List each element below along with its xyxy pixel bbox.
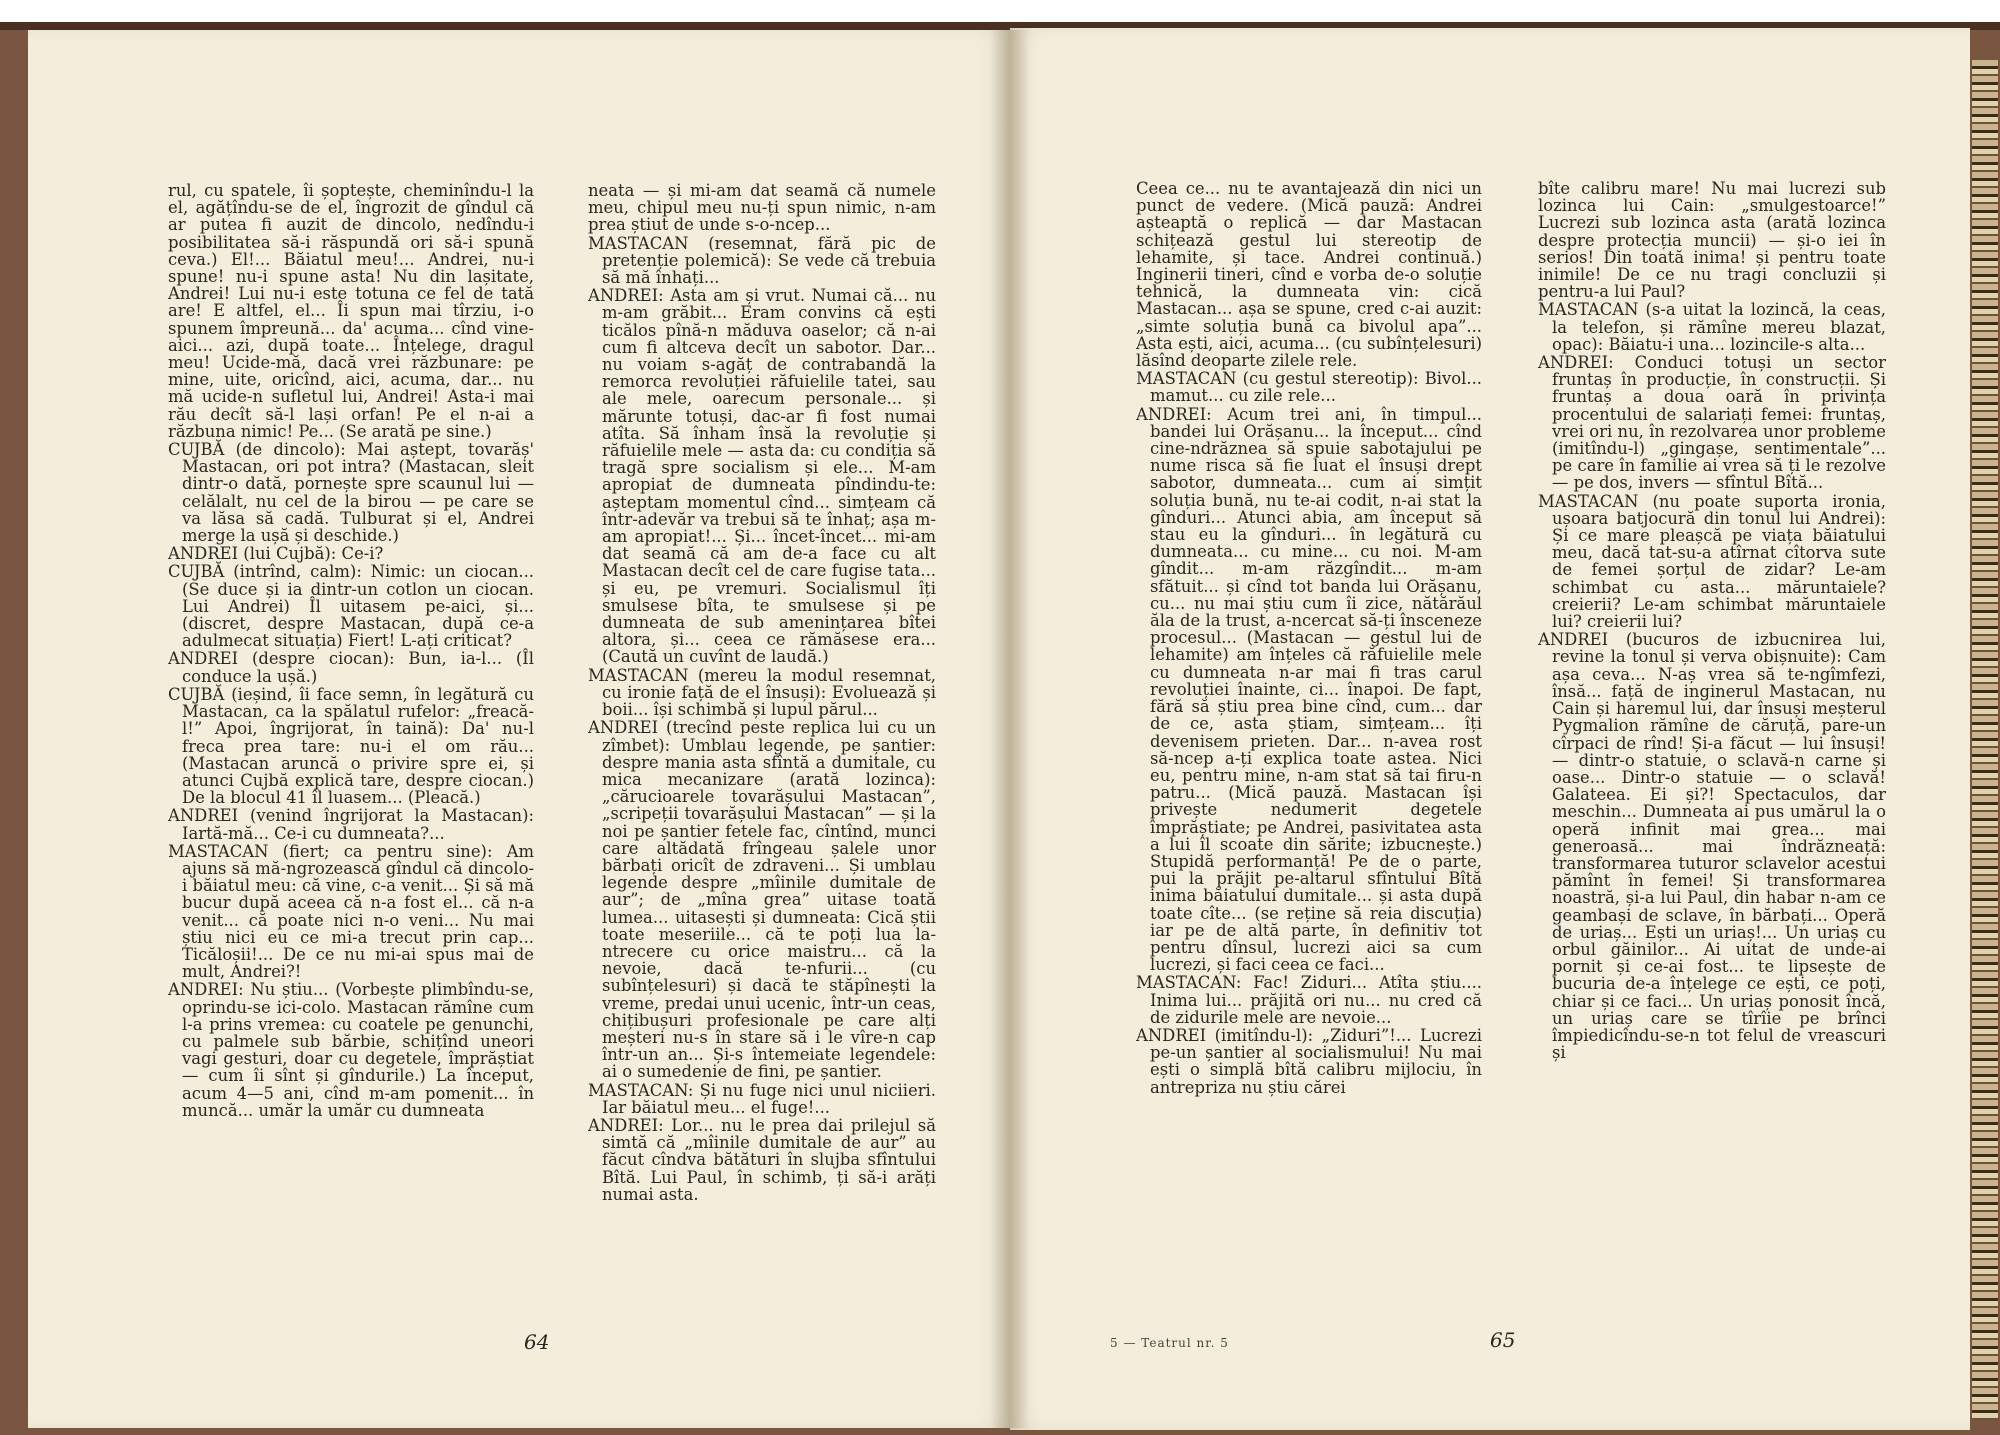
left-page [28, 30, 1010, 1428]
paragraph: Ceea ce... nu te avantajează din nici un punct de vedere. (Mică pauză: Andrei așteaptă o replică — dar Mastacan schițează gestul lui stereotip de lehamite, și tace. Andrei continuă.) Inginerii tineri, cînd e vorba de-o soluție tehnică, la dumneata vin: cică Mastacan... așa se spune, cred c-ai auzit: „simte soluția bună ca bivolul apa”... Asta ești, aici, acuma... (cu subînțelesuri) lăsînd deoparte zilele rele. [1136, 179, 1482, 371]
paragraph: ANDREI (bucuros de izbucnirea lui, revine la tonul și verva obișnuite): Cam așa ceva... N-aș vrea să te-ngîmfezi, însă... față de inginerul Mastacan, nu Cain și haremul lui, dar însuși meșterul Pygmalion rămîne de căruță, pare-un cîrpaci de rînd! Și-a făcut — lui însuși! — dintr-o statuie, o sclavă-n carne și oase... Dintr-o statuie — o sclavă! Galateea. Ei și?! Spectaculos, dar meschin... Dumneata ai pus umărul la o operă infinit mai grea... mai generoasă... mai îndrăzneață: transformarea tuturor sclavelor acestui pămînt în femei! Și transformarea noastră, și-a lui Paul, din habar n-am ce geambași de sclave, în bărbați... Operă de uriaș... Ești un uriaș!... Un uriaș cu orbul găinilor... Ai uitat de unde-ai pornit și ce-ai fost... te lipsește de bucuria de-a înțelege ce ești, ce poți, chiar și ce faci... Un uriaș ponosit încă, un uriaș care se tîrîie pe brînci împiedicîndu-se-n tot felul de vreascuri și [1538, 630, 1886, 1063]
page-number-right: 65 [1490, 1328, 1516, 1352]
paragraph: MASTACAN (s-a uitat la lozincă, la ceas, la telefon, și rămîne mereu blazat, opac): Băiatu-i una... lozincile-s alta... [1538, 300, 1886, 354]
paragraph: MASTACAN (fiert; ca pentru sine): Am ajuns să mă-ngrozească gîndul că dincolo-i băiatul meu: că vine, c-a venit... Și să mă bucur după aceea că n-a fost el... că n-a venit... că poate nici n-o veni... Nu mai știu nici eu ce mi-a trecut prin cap... Ticăloșii!... De ce nu mi-ai spus mai de mult, Andrei?! [168, 841, 534, 982]
right-column-2 [1538, 180, 1886, 1062]
paragraph: MASTACAN: Și nu fuge nici unul niciieri. Iar băiatul meu... el fuge!... [588, 1080, 936, 1117]
page-edges-strip [1972, 60, 1998, 1420]
left-column-1 [168, 182, 534, 1120]
right-column-1 [1136, 180, 1482, 1097]
paragraph: ANDREI: Lor... nu le prea dai prilejul să simtă că „mîinile dumitale de aur” au făcut cîndva bătături în slujba sfîntului Bîtă. Lui Paul, în schimb, ți să-i arăți numai asta. [588, 1115, 936, 1204]
paragraph: MASTACAN (mereu la modul resemnat, cu ironie față de el însuși): Evoluează și boii... își schimbă și lupul părul... [588, 665, 936, 720]
page-number-left: 64 [524, 1330, 550, 1354]
paragraph: bîte calibru mare! Nu mai lucrezi sub lozinca lui Cain: „smulgestoarce!” Lucrezi sub lozinca asta (arată lozinca despre protecția muncii) — și-o iei în serios! Din toată inima! și pentru toate inimile! De ce nu tragi concluzii și pentru-a lui Paul? [1538, 179, 1886, 302]
paragraph: ANDREI (venind îngrijorat la Mastacan): Iartă-mă... Ce-i cu dumneata?... [168, 806, 534, 843]
paragraph: ANDREI (trecînd peste replica lui cu un zîmbet): Umblau legende, pe șantier: despre mania asta sfîntă a dumitale, cu mica mecanizare (arată lozinca): „cărucioarele tovarășului Mastacan”, „scripeții tovarășului Mastacan” — și la noi pe șantier fetele fac, cîntînd, munci care altădată frîngeau șalele unor bărbați oricît de zdraveni... Și umblau legende despre „mîinile dumitale de aur”; de „mîna grea” uitase toată lumea... uitasești și dumneata: Cică știi toate meseriile... că te poți lua la-ntrecere cu orice maistru... că la nevoie, dacă te-nfurii... (cu subînțelesuri) și dacă te stăpînești la vreme, predai unui ucenic, într-un ceas, chițibușuri profesionale pe care alți meșteri nu-s în stare să i le vîre-n cap într-un an... Și-s întemeiate legendele: ai o sumedenie de fini, pe șantier. [588, 718, 936, 1082]
book-gutter [990, 30, 1030, 1428]
paragraph: CUJBĂ (de dincolo): Mai aștept, tovarăș' Mastacan, ori pot intra? (Mastacan, sleit dintr-o dată, pornește spre scaunul lui — celălalt, nu cel de la birou — pe care se va lăsa să cadă. Tulburat și el, Andrei merge la ușă și deschide.) [168, 440, 534, 546]
right-page [1010, 28, 1970, 1430]
paragraph: MASTACAN: Fac! Ziduri... Atîta știu.... Inima lui... prăjită ori nu... nu cred că de zidurile mele are nevoie... [1136, 973, 1482, 1027]
paragraph: ANDREI (lui Cujbă): Ce-i? [168, 544, 384, 564]
paragraph: MASTACAN (resemnat, fără pic de pretenție polemică): Se vede că trebuia să mă înhați... [588, 233, 936, 288]
paragraph: neata — și mi-am dat seamă că numele meu, chipul meu nu-ți spun nimic, n-am prea știut de unde s-o-ncep... [588, 181, 936, 235]
page-footer: 5 — Teatrul nr. 5 [1110, 1336, 1229, 1350]
paragraph: ANDREI: Nu știu... (Vorbește plimbîndu-se, oprindu-se ici-colo. Mastacan rămîne cum l-a prins vremea: cu coatele pe genunchi, cu palmele sub bărbie, schițînd uneori vagi gesturi, doar cu degetele, împrăștiat — cum îi sînt și gîndurile.) La început, acum 4—5 ani, cînd m-am pomenit... în muncă... umăr la umăr cu dumneata [168, 980, 534, 1120]
paragraph: CUJBĂ (ieșind, îi face semn, în legătură cu Mastacan, ca la spălatul rufelor: „freacă-l!” Apoi, îngrijorat, în taină): Da' nu-l freca prea tare: nu-i el om rău... (Mastacan aruncă o privire spre ei, și atunci Cujbă explică tare, despre ciocan.) De la blocul 41 îl luasem... (Pleacă.) [168, 684, 534, 808]
paragraph: ANDREI: Asta am și vrut. Numai că... nu m-am grăbit... Eram convins că ești ticălos pînă-n măduva oaselor; că n-ai cum fi altceva decît un sabotor. Dar... nu voiam s-agăț de contrabandă la remorca revoluției răfuielile tatei, sau ale mele, oarecum personale... și mărunte totuși, dac-ar fi fost numai atîta. Să înham însă la revoluție și răfuielile mele — asta da: cu condiția să tragă spre socialism și ele... M-am apropiat de dumneata pîndindu-te: așteptam momentul cînd... simțeam că într-adevăr va trebui să te înhaț; așa m-am apropiat!... Și... încet-încet... mi-am dat seamă că am de-a face cu alt Mastacan decît cel de care fugise tata... și eu, pe vremuri. Socialismul îți smulsese bîta, te smulsese și pe dumneata de sub amenințarea bîtei altora, și... ceea ce rămăsese era... (Caută un cuvînt de laudă.) [588, 286, 936, 667]
paragraph: ANDREI (imitîndu-l): „Ziduri”!... Lucrezi pe-un șantier al socialismului! Nu mai ești o simplă bîtă calibru mijlociu, în antrepriza nu știu cărei [1136, 1025, 1482, 1097]
paragraph: ANDREI: Acum trei ani, în timpul... bandei lui Orășanu... la început... cînd cine-ndrăznea să spuie sabotajului pe nume risca să fie luat el însuși drept sabotor, dumneata... cum ai simțit soluția bună, nu te-ai codit, n-ai stat la gînduri... Atunci abia, am început să stau eu la gînduri... în legătură cu dumneata... cu mine... cu noi. M-am gîndit... m-am răzgîndit... m-am sfătuit... și cînd tot banda lui Orășanu, cu... nu mai știu cum îi zice, nătărăul ăla de la trust, a-ncercat să-ți însceneze procesul... (Mastacan — gestul lui de lehamite) am înțeles că răfuielile mele cu dumneata n-ar mai fi tras carul revoluției înainte, ci... înapoi. De fapt, fără să știu prea bine cînd, cum... dar de ce, asta știam, simțeam... îți devenisem prieten. Dar... n-avea rost să-ncep a-ți explica toate astea. Nici eu, pentru mine, n-am stat să tai firu-n patru... (Mică pauză. Mastacan își privește nedumerit degetele împrăștiate; pe Andrei, pasivitatea asta a lui îl scoate din sărite; izbucnește.) Stupidă performanță! Pe de o parte, pui la prăjit pe-altarul sfîntului Bîtă inima băiatului dumitale... și asta după toate cîte... (se reține să reia discuția) iar pe de altă parte, în definitiv tot pentru dînsul, lucrezi aici sa cum lucrezi, și faci ceea ce faci... [1136, 404, 1482, 975]
paragraph: MASTACAN (cu gestul stereotip): Bivol... mamut... cu zile rele... [1136, 369, 1482, 406]
paragraph: MASTACAN (nu poate suporta ironia, ușoara batjocură din tonul lui Andrei): Și ce mare pleașcă pe viața băiatului meu, dacă tat-su-a atîrnat cîtorva sute de femei șorțul de zidar? Le-am schimbat cu asta... măruntaiele? creierii? Le-am schimbat măruntaiele lui? creierii lui? [1538, 491, 1886, 632]
paragraph: CUJBĂ (intrînd, calm): Nimic: un ciocan... (Se duce și ia dintr-un cotlon un ciocan. Lui Andrei) Îl uitasem pe-aici, și... (discret, despre Mastacan, după ce-a adulmecat situația) Fiert! L-ați criticat? [168, 562, 534, 651]
left-column-2 [588, 182, 936, 1204]
paragraph: rul, cu spatele, îi șoptește, cheminîndu-l la el, agățîndu-se de el, îngrozit de gîndul că ar putea fi auzit de dincolo, nedîndu-i posibilitatea să-i răspundă ori să-i spună ceva.) El!... Băiatul meu!... Andrei, nu-i spune! nu-i spune asta! Nu din lașitate, Andrei! Lui nu-i este totuna ce fel de tată are! E altfel, el... Îi spun mai tîrziu, i-o spunem împreună... da' acuma... cînd vine-aici... azi, după toate... Înțelege, dragul meu! Ucide-mă, dacă vrei răzbunare: pe mine, uite, oricînd, aici, acuma, dar... nu mă ucide-n sufletul lui, Andrei! Asta-i mai rău decît să-l lași orfan! Pe el n-ai a răzbuna nimic! Pe... (Se arată pe sine.) [168, 181, 534, 441]
paragraph: ANDREI (despre ciocan): Bun, ia-l... (Îl conduce la ușă.) [168, 649, 534, 686]
paragraph: ANDREI: Conduci totuși un sector fruntaș în producție, în construcții. Și fruntaș a doua oară în privința procentului de salariați femei: fruntaș, vrei ori nu, în rezolvarea unor probleme (imitîndu-l) „gingașe, sentimentale”... pe care în familie ai vrea să ți le rezolve — pe dos, invers — sfîntul Bîtă... [1538, 353, 1886, 493]
